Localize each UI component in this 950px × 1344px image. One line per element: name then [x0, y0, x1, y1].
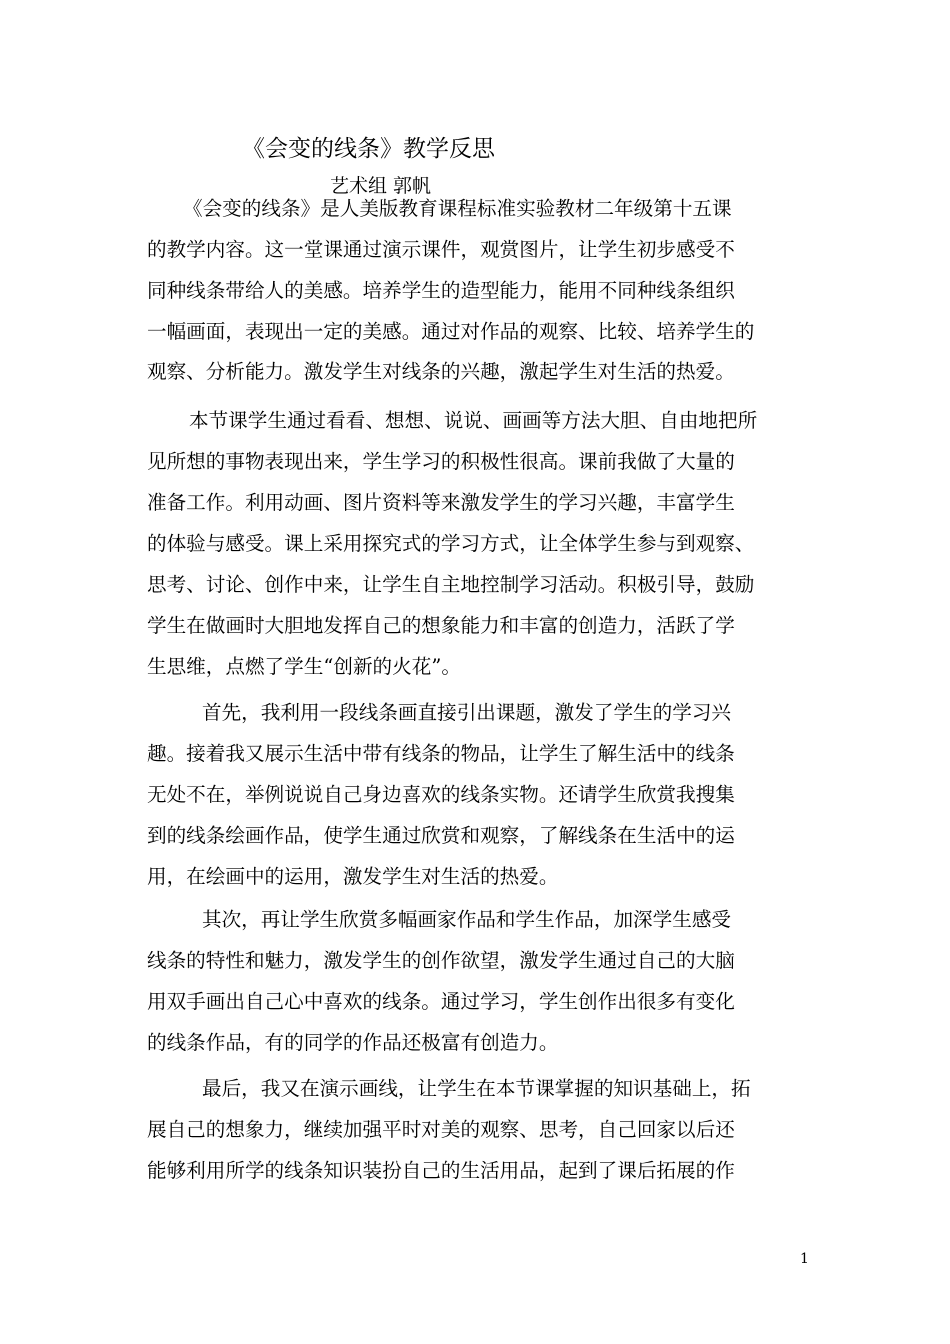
paragraph-line: 首先，我利用一段线条画直接引出课题，激发了学生的学习兴 — [202, 701, 732, 724]
document-title: 《会变的线条》教学反思 — [242, 136, 495, 162]
paragraph-line: 一幅画面，表现出一定的美感。通过对作品的观察、比较、培养学生的 — [147, 320, 755, 343]
paragraph-line: 的线条作品，有的同学的作品还极富有创造力。 — [147, 1031, 559, 1054]
paragraph-line: 的体验与感受。课上采用探究式的学习方式，让全体学生参与到观察、 — [147, 532, 755, 555]
paragraph-line: 其次，再让学生欣赏多幅画家作品和学生作品，加深学生感受 — [202, 908, 732, 931]
paragraph-line: 见所想的事物表现出来，学生学习的积极性很高。课前我做了大量的 — [147, 450, 735, 473]
paragraph-line: 学生在做画时大胆地发挥自己的想象能力和丰富的创造力，活跃了学 — [147, 614, 735, 637]
paragraph-line: 用，在绘画中的运用，激发学生对生活的热爱。 — [147, 865, 559, 888]
paragraph-line: 线条的特性和魅力，激发学生的创作欲望，激发学生通过自己的大脑 — [147, 949, 735, 972]
paragraph-line: 《会变的线条》是人美版教育课程标准实验教材二年级第十五课 — [183, 197, 732, 220]
paragraph-line: 能够利用所学的线条知识装扮自己的生活用品，起到了课后拓展的作 — [147, 1159, 735, 1182]
paragraph-line: 观察、分析能力。激发学生对线条的兴趣，激起学生对生活的热爱。 — [147, 360, 735, 383]
paragraph-line: 趣。接着我又展示生活中带有线条的物品，让学生了解生活中的线条 — [147, 742, 735, 765]
author-line: 艺术组 郭帆 — [330, 175, 432, 197]
paragraph-line: 的教学内容。这一堂课通过演示课件，观赏图片，让学生初步感受不 — [147, 238, 735, 261]
page-number: 1 — [800, 1251, 809, 1267]
paragraph-line: 到的线条绘画作品，使学生通过欣赏和观察，了解线条在生活中的运 — [147, 824, 735, 847]
paragraph-line: 生思维，点燃了学生“创新的火花”。 — [147, 655, 461, 678]
paragraph-line: 最后，我又在演示画线，让学生在本节课掌握的知识基础上，拓 — [202, 1077, 751, 1100]
paragraph-line: 思考、讨论、创作中来，让学生自主地控制学习活动。积极引导，鼓励 — [147, 573, 755, 596]
paragraph-line: 同种线条带给人的美感。培养学生的造型能力，能用不同种线条组织 — [147, 279, 735, 302]
paragraph-line: 用双手画出自己心中喜欢的线条。通过学习，学生创作出很多有变化 — [147, 990, 735, 1013]
paragraph-line: 无处不在，举例说说自己身边喜欢的线条实物。还请学生欣赏我搜集 — [147, 783, 735, 806]
paragraph-line: 准备工作。利用动画、图片资料等来激发学生的学习兴趣，丰富学生 — [147, 491, 735, 514]
paragraph-line: 展自己的想象力，继续加强平时对美的观察、思考，自己回家以后还 — [147, 1118, 735, 1141]
paragraph-line: 本节课学生通过看看、想想、说说、画画等方法大胆、自由地把所 — [189, 409, 758, 432]
